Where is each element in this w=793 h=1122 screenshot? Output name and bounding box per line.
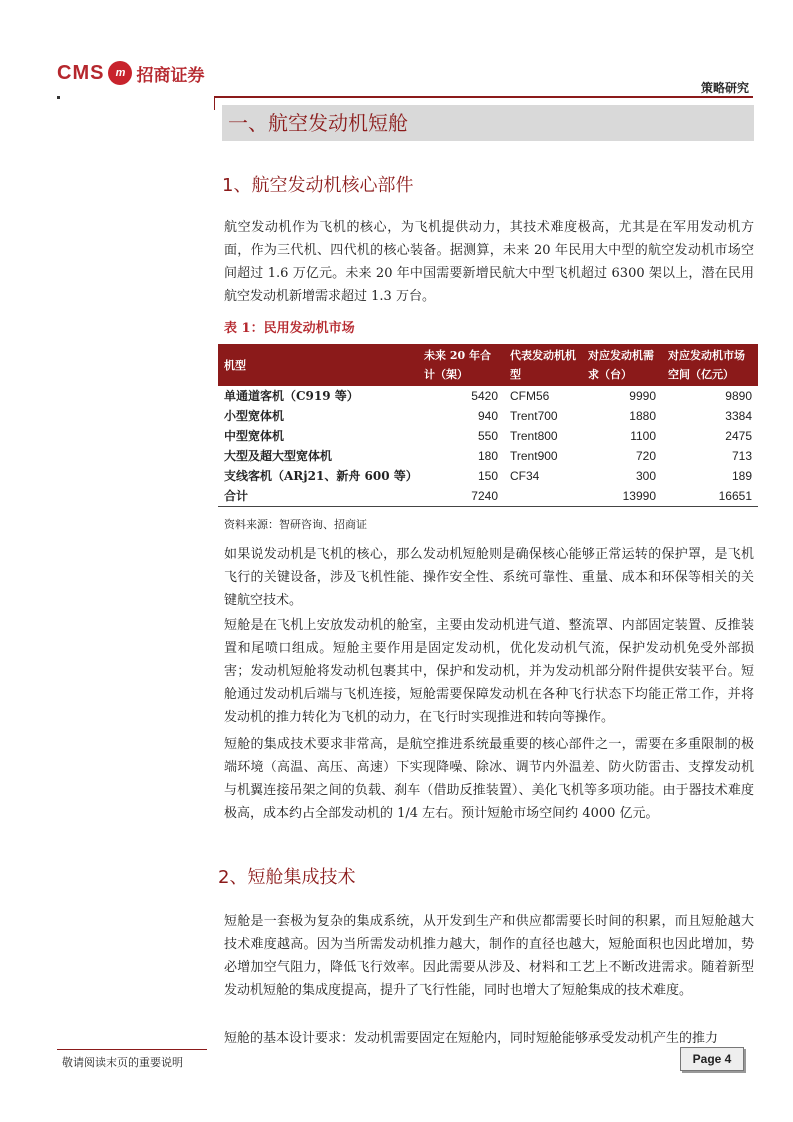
table-row [218, 406, 758, 426]
cell-model-type: 大型及超大型宽体机 [224, 449, 333, 463]
header-vertical-divider [214, 96, 215, 110]
report-category: 策略研究 [700, 81, 749, 95]
cell-engine-model [504, 486, 582, 507]
cell-engine-model: Trent900 [510, 449, 558, 463]
cell-engine-demand: 720 [635, 449, 656, 463]
paragraph: 短舱的基本设计要求：发动机需要固定在短舱内，同时短舱能够承受发动机产生的推力 [224, 1031, 719, 1046]
header-cell: 对应发动机市场空间（亿元） [662, 344, 758, 386]
cell-market-size: 9890 [725, 389, 752, 403]
cell-market-size: 2475 [725, 429, 752, 443]
logo-chinese: 招商证券 [136, 65, 205, 86]
table-title: 表 1：民用发动机市场 [224, 321, 355, 336]
cell-model-type: 支线客机（ARj21、新舟 600 等） [224, 469, 418, 483]
cell-engine-demand: 13990 [582, 486, 662, 507]
paragraph: 航空发动机作为飞机的核心，为飞机提供动力，其技术难度极高，尤其是在军用发动机方面，作为三代机、四代机的核心装备。据测算，未来 20 年民用大中型的航空发动机市场空间超过 1.6 万亿元。未来 20 年中国需要新增民航大中型飞机超过 6300 架以上，潜在民用航空发动机新增需求超过 1.3 万台。 [224, 220, 754, 304]
cell-aircraft-count: 5420 [471, 389, 498, 403]
header-divider [214, 96, 753, 98]
subsection-title-1: 1、航空发动机核心部件 [222, 175, 414, 196]
cell-engine-demand: 1100 [630, 429, 656, 443]
cell-engine-demand: 9990 [629, 389, 656, 403]
market-table [218, 344, 758, 507]
table-header-row [218, 344, 758, 386]
cell-engine-demand: 1880 [629, 409, 656, 423]
cell-model-type: 合计 [218, 486, 418, 507]
cell-model-type: 单通道客机（C919 等） [224, 389, 359, 403]
cell-engine-model: CFM56 [510, 389, 550, 403]
cell-engine-model: CF34 [510, 469, 540, 483]
footer-divider [57, 1049, 207, 1050]
company-logo [57, 58, 204, 88]
header-cell: 对应发动机需求（台） [582, 344, 662, 386]
cell-aircraft-count: 940 [477, 409, 498, 423]
subsection-title-2: 2、短舱集成技术 [218, 867, 356, 888]
header-cell: 未来 20 年合计（架） [418, 344, 504, 386]
logo-badge-icon: m [108, 61, 132, 85]
page-number: Page 4 [680, 1047, 744, 1071]
cell-market-size: 189 [731, 469, 752, 483]
table-row [218, 466, 758, 486]
cell-market-size: 3384 [725, 409, 752, 423]
table-total-row [218, 486, 758, 507]
logo-latin: CMS [57, 61, 105, 84]
paragraph: 短舱的集成技术要求非常高，是航空推进系统最重要的核心部件之一，需要在多重限制的极端环境（高温、高压、高速）下实现降噪、除冰、调节内外温差、防火防雷击、支撑发动机与机翼连接吊架之间的负载、刹车（借助反推装置）、美化飞机等多项功能。由于器技术难度极高，成本约占全部发动机的 1/4 左右。预计短舱市场空间约 4000 亿元。 [224, 737, 754, 821]
cell-market-size: 713 [731, 449, 752, 463]
cell-aircraft-count: 7240 [418, 486, 504, 507]
cell-aircraft-count: 180 [477, 449, 498, 463]
header-cell: 代表发动机机型 [504, 344, 582, 386]
table-row [218, 446, 758, 466]
cell-market-size: 16651 [662, 486, 758, 507]
paragraph: 短舱是在飞机上安放发动机的舱室，主要由发动机进气道、整流罩、内部固定装置、反推装置和尾喷口组成。短舱主要作用是固定发动机，优化发动机气流，保护发动机免受外部损害；发动机短舱将发动机包裹其中，保护和发动机，并为发动机部分附件提供安装平台。短舱通过发动机后端与飞机连接，短舱需要保障发动机在各种飞行状态下均能正常工作，并将发动机的推力转化为飞机的动力，在飞行时实现推进和转向等操作。 [224, 618, 754, 725]
cell-model-type: 中型宽体机 [224, 429, 285, 443]
header-dot [57, 96, 60, 99]
table-row [218, 426, 758, 446]
cell-engine-model: Trent800 [510, 429, 558, 443]
table-source: 资料来源：智研咨询、招商证 [224, 518, 367, 531]
paragraph: 如果说发动机是飞机的核心，那么发动机短舱则是确保核心能够正常运转的保护罩，是飞机飞行的关键设备，涉及飞机性能、操作安全性、系统可靠性、重量、成本和环保等相关的关键航空技术。 [224, 547, 754, 608]
section-title: 一、航空发动机短舱 [228, 111, 408, 135]
cell-model-type: 小型宽体机 [224, 409, 285, 423]
cell-aircraft-count: 550 [477, 429, 498, 443]
header-cell: 机型 [218, 344, 418, 386]
cell-engine-demand: 300 [635, 469, 656, 483]
disclaimer-note: 敬请阅读末页的重要说明 [62, 1056, 183, 1069]
cell-engine-model: Trent700 [510, 409, 558, 423]
cell-aircraft-count: 150 [477, 469, 498, 483]
paragraph: 短舱是一套极为复杂的集成系统，从开发到生产和供应都需要长时间的积累，而且短舱越大技术难度越高。因为当所需发动机推力越大，制作的直径也越大，短舱面积也因此增加，势必增加空气阻力，降低飞行效率。因此需要从涉及、材料和工艺上不断改进需求。随着新型发动机短舱的集成度提高，提升了飞行性能，同时也增大了短舱集成的技术难度。 [224, 914, 754, 998]
table-row [218, 386, 758, 406]
